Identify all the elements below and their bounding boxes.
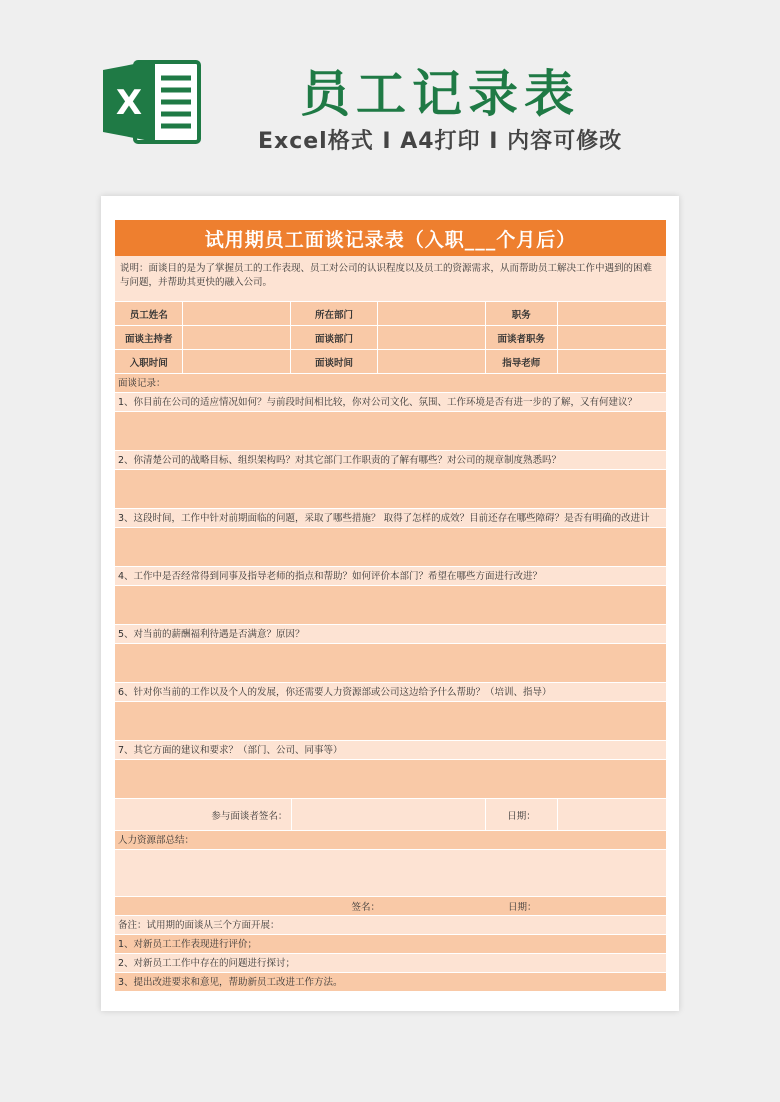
answer-2-field[interactable] bbox=[115, 470, 666, 509]
answer-5-field[interactable] bbox=[115, 644, 666, 683]
interview-date-label: 面谈时间 bbox=[291, 350, 377, 373]
employee-name-field[interactable] bbox=[183, 302, 291, 325]
record-label: 面谈记录： bbox=[115, 374, 666, 393]
interview-date-field[interactable] bbox=[378, 350, 486, 373]
date-field[interactable] bbox=[558, 799, 666, 830]
question-3: 3、这段时间，工作中针对前期面临的问题，采取了哪些措施？ 取得了怎样的成效？目前还存在哪些障碍？是否有明确的改进计 bbox=[115, 509, 666, 528]
note-item: 3、提出改进要求和意见，帮助新员工改进工作方法。 bbox=[115, 973, 666, 992]
hire-date-label: 入职时间 bbox=[115, 350, 183, 373]
employee-name-label: 员工姓名 bbox=[115, 302, 183, 325]
interview-department-field[interactable] bbox=[378, 326, 486, 349]
page-header bbox=[0, 0, 780, 195]
note-item: 2、对新员工工作中存在的问题进行探讨； bbox=[115, 954, 666, 973]
note-heading: 备注：试用期的面谈从三个方面开展： bbox=[115, 916, 666, 935]
participant-sign-field[interactable] bbox=[292, 799, 485, 830]
hr-sign-field[interactable] bbox=[380, 897, 508, 915]
participant-sign-label: 参与面谈者签名： bbox=[115, 799, 292, 830]
date-label: 日期： bbox=[486, 799, 559, 830]
participant-sign-row bbox=[115, 799, 666, 831]
form-title: 试用期员工面谈记录表（入职___个月后） bbox=[115, 220, 666, 256]
host-field[interactable] bbox=[183, 326, 291, 349]
hr-summary-label: 人力资源部总结： bbox=[115, 831, 666, 850]
interviewer-position-label: 面谈者职务 bbox=[486, 326, 558, 349]
document-page bbox=[101, 196, 679, 1011]
mentor-label: 指导老师 bbox=[486, 350, 558, 373]
question-7: 7、其它方面的建议和要求？（部门、公司、同事等） bbox=[115, 741, 666, 760]
question-6: 6、针对你当前的工作以及个人的发展，你还需要人力资源部或公司这边给予什么帮助？（培训、指导） bbox=[115, 683, 666, 702]
hr-sign-label: 签名： bbox=[351, 902, 380, 913]
note-item: 1、对新员工工作表现进行评价； bbox=[115, 935, 666, 954]
position-field[interactable] bbox=[558, 302, 666, 325]
answer-6-field[interactable] bbox=[115, 702, 666, 741]
answer-4-field[interactable] bbox=[115, 586, 666, 625]
answer-1-field[interactable] bbox=[115, 412, 666, 451]
page-subtitle: Excel格式 I A4打印 I 内容可修改 bbox=[258, 129, 623, 154]
excel-logo-icon bbox=[103, 56, 203, 146]
info-row bbox=[115, 350, 666, 374]
answer-7-field[interactable] bbox=[115, 760, 666, 799]
answer-3-field[interactable] bbox=[115, 528, 666, 567]
info-row bbox=[115, 302, 666, 326]
hire-date-field[interactable] bbox=[183, 350, 291, 373]
form-description: 说明：面谈目的是为了掌握员工的工作表现、员工对公司的认识程度以及员工的资源需求，从而帮助员工解决工作中遇到的困难与问题，并帮助其更快的融入公司。 bbox=[115, 256, 666, 302]
interviewer-position-field[interactable] bbox=[558, 326, 666, 349]
interview-department-label: 面谈部门 bbox=[291, 326, 377, 349]
department-label: 所在部门 bbox=[291, 302, 377, 325]
interview-form bbox=[115, 220, 666, 992]
page-title: 员工记录表 bbox=[300, 65, 580, 123]
svg-text:X: X bbox=[115, 83, 143, 123]
question-1: 1、你目前在公司的适应情况如何？与前段时间相比较，你对公司文化、氛围、工作环境是否有进一步的了解，又有何建议？ bbox=[115, 393, 666, 412]
question-4: 4、工作中是否经常得到同事及指导老师的指点和帮助？如何评价本部门？希望在哪些方面进行改进？ bbox=[115, 567, 666, 586]
position-label: 职务 bbox=[486, 302, 558, 325]
hr-sign-row bbox=[115, 897, 666, 916]
info-row bbox=[115, 326, 666, 350]
question-2: 2、你清楚公司的战略目标、组织架构吗？对其它部门工作职责的了解有哪些？对公司的规章制度熟悉吗？ bbox=[115, 451, 666, 470]
hr-summary-field[interactable] bbox=[115, 850, 666, 897]
hr-date-label: 日期： bbox=[508, 902, 537, 913]
mentor-field[interactable] bbox=[558, 350, 666, 373]
department-field[interactable] bbox=[378, 302, 486, 325]
host-label: 面谈主持者 bbox=[115, 326, 183, 349]
question-5: 5、对当前的薪酬福利待遇是否满意？原因？ bbox=[115, 625, 666, 644]
